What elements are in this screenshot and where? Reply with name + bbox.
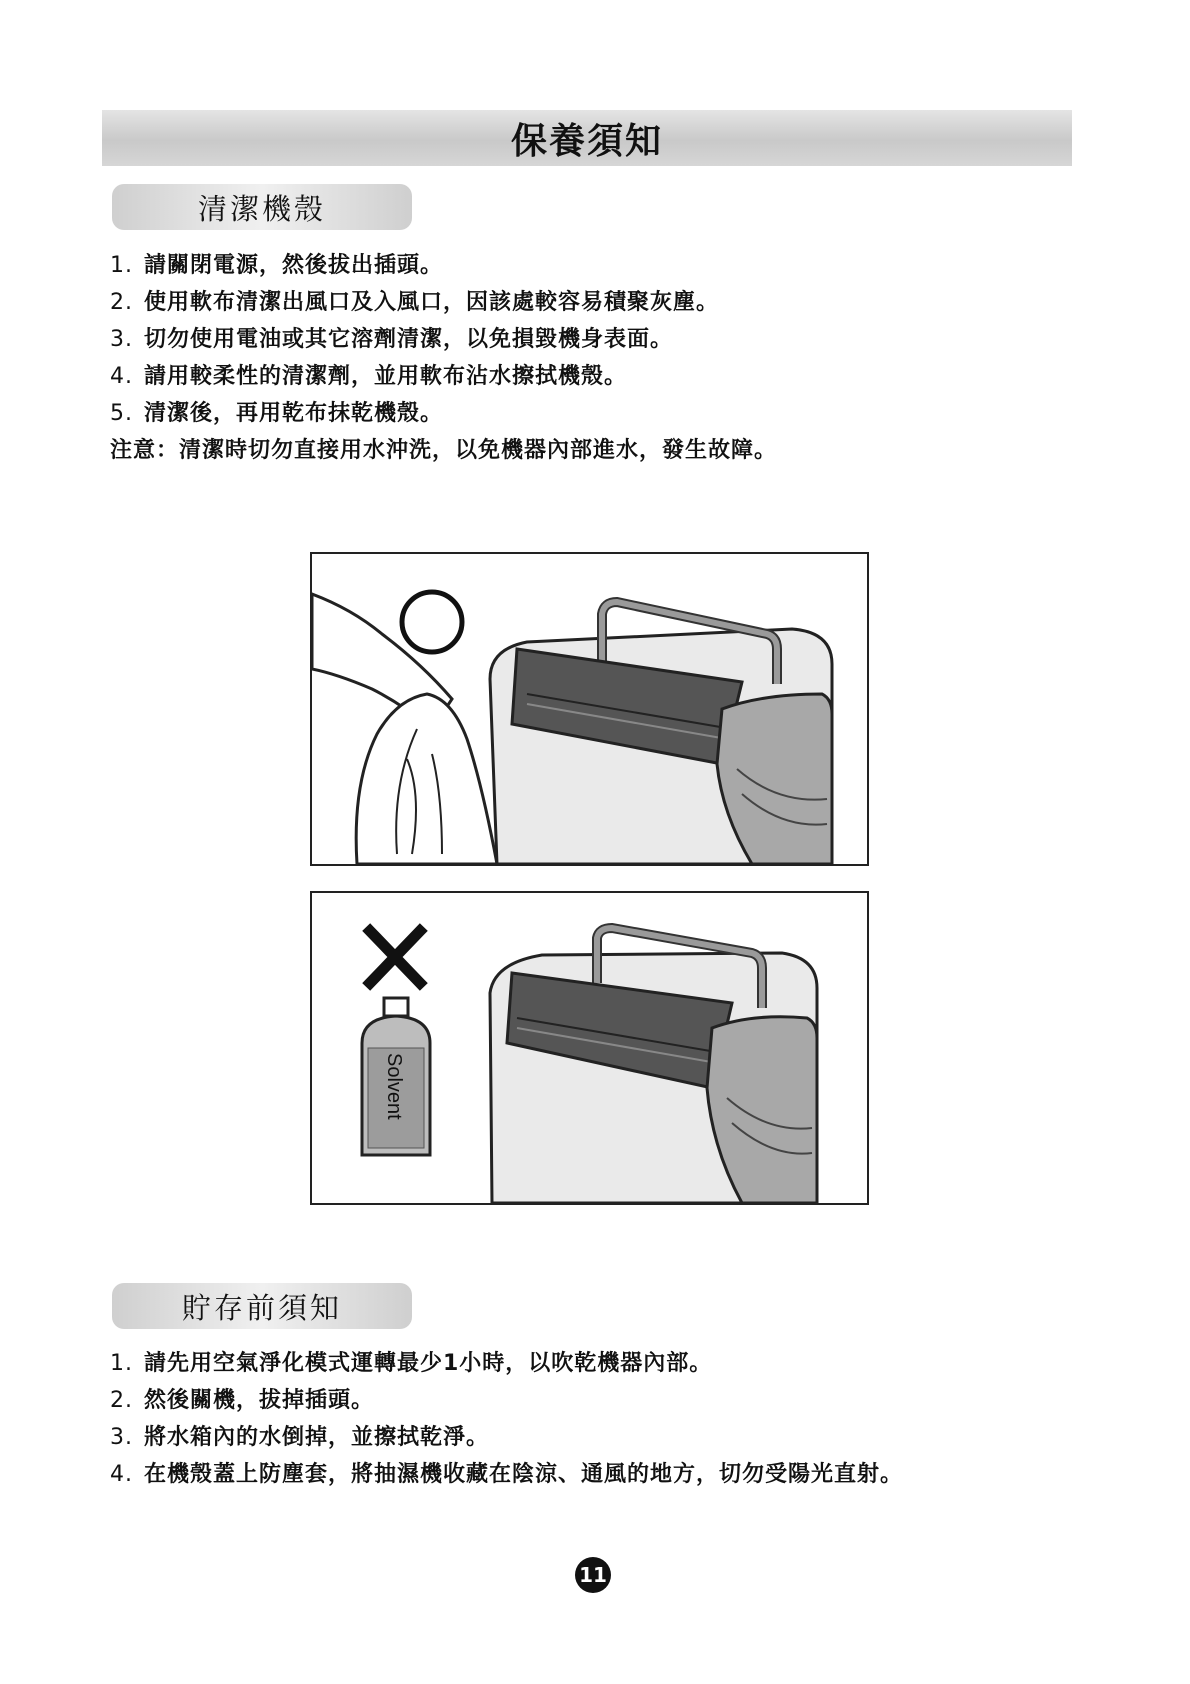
dehumidifier-cloth-illustration: [312, 554, 867, 864]
list-item: 5. 清潔後，再用乾布抹乾機殼。: [110, 401, 444, 426]
section-heading-cleaning-label: 清潔機殼: [197, 191, 326, 226]
page-title-bar: [102, 110, 1072, 166]
dehumidifier-solvent-illustration: [312, 893, 867, 1203]
list-item: 3. 切勿使用電油或其它溶劑清潔，以免損毀機身表面。: [110, 327, 674, 352]
cloth-graphic: [356, 694, 497, 864]
page-number: 11: [579, 1563, 607, 1587]
section-heading-cleaning: [112, 184, 412, 230]
list-item: 2. 然後關機，拔掉插頭。: [110, 1388, 375, 1413]
cleaning-steps-list: [110, 247, 777, 469]
list-item: 1. 請關閉電源，然後拔出插頭。: [110, 253, 444, 278]
figure-cloth-cleaning: [310, 552, 869, 866]
cross-prohibited-icon: [370, 931, 420, 983]
list-item: 4. 請用較柔性的清潔劑，並用軟布沾水擦拭機殼。: [110, 364, 628, 389]
figure-solvent-prohibited: [310, 891, 869, 1205]
circle-correct-icon: [402, 592, 462, 652]
spray-can-nozzle: [384, 998, 408, 1016]
solvent-label: Solvent: [383, 1053, 405, 1120]
page-number-badge: [575, 1557, 611, 1593]
page-title: 保養須知: [510, 120, 663, 162]
list-item: 2. 使用軟布清潔出風口及入風口，因該處較容易積聚灰塵。: [110, 290, 720, 315]
storage-steps-list: [110, 1345, 903, 1493]
section-heading-storage: [112, 1283, 412, 1329]
list-item: 1. 請先用空氣淨化模式運轉最少1小時，以吹乾機器內部。: [110, 1351, 713, 1376]
cleaning-note: 注意：清潔時切勿直接用水沖洗，以免機器內部進水，發生故障。: [110, 438, 778, 463]
list-item: 4. 在機殼蓋上防塵套，將抽濕機收藏在陰涼、通風的地方，切勿受陽光直射。: [110, 1462, 904, 1487]
list-item: 3. 將水箱內的水倒掉，並擦拭乾淨。: [110, 1425, 490, 1450]
section-heading-storage-label: 貯存前須知: [181, 1290, 342, 1325]
